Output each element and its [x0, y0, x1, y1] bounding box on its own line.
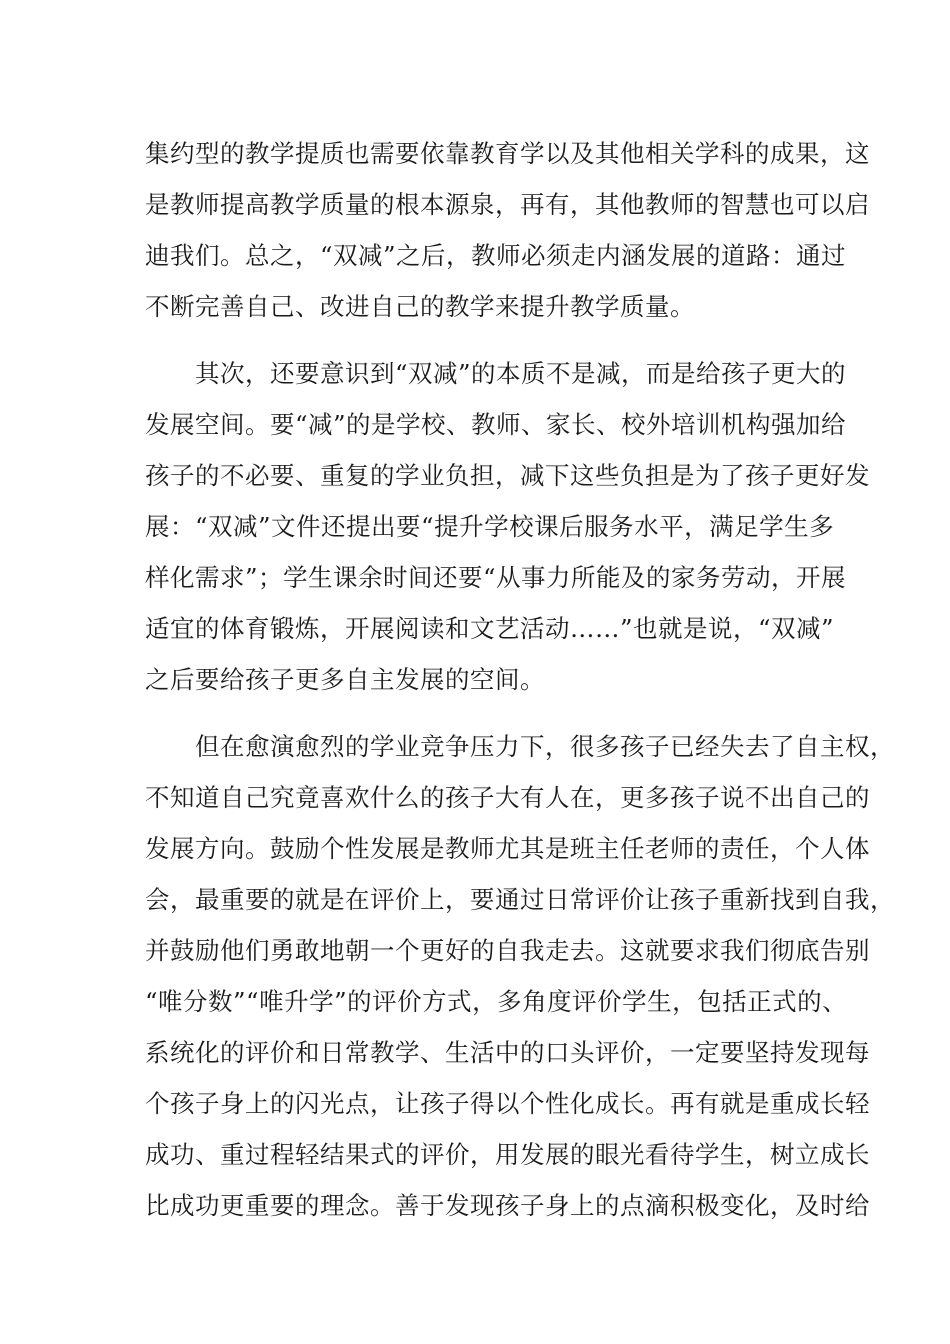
text-line: 之后要给孩子更多自主发展的空间。 — [145, 665, 545, 694]
text-line: 会，最重要的就是在评价上，要通过日常评价让孩子重新找到自我， — [145, 885, 895, 914]
text-line: 系统化的评价和日常教学、生活中的口头评价，一定要坚持发现每 — [145, 1038, 870, 1067]
text-line: 迪我们。总之，“双减”之后，教师必须走内涵发展的道路：通过 — [145, 241, 847, 270]
text-line: 不知道自己究竟喜欢什么的孩子大有人在，更多孩子说不出自己的 — [145, 783, 870, 812]
text-line: 并鼓励他们勇敢地朝一个更好的自我走去。这就要求我们彻底告别 — [145, 936, 870, 965]
text-line: “唯分数”“唯升学”的评价方式，多角度评价学生，包括正式的、 — [145, 987, 848, 1016]
text-line: 孩子的不必要、重复的学业负担，减下这些负担是为了孩子更好发 — [145, 461, 870, 490]
text-line: 集约型的教学提质也需要依靠教育学以及其他相关学科的成果，这 — [145, 139, 870, 168]
text-line: 成功、重过程轻结果式的评价，用发展的眼光看待学生，树立成长 — [145, 1140, 870, 1169]
text-line: 适宜的体育锻炼，开展阅读和文艺活动……”也就是说，“双减” — [145, 614, 835, 643]
paragraph-gap — [145, 332, 805, 348]
paragraph-2 — [145, 348, 870, 705]
text-line: 展：“双减”文件还提出要“提升学校课后服务水平，满足学生多 — [145, 512, 835, 541]
text-line: 样化需求”；学生课余时间还要“从事力所能及的家务劳动，开展 — [145, 563, 847, 592]
body-text — [145, 128, 895, 1231]
text-line: 但在愈演愈烈的学业竞争压力下，很多孩子已经失去了自主权， — [145, 732, 895, 761]
text-line: 不断完善自己、改进自己的教学来提升教学质量。 — [145, 292, 695, 321]
text-line: 比成功更重要的理念。善于发现孩子身上的点滴积极变化，及时给 — [145, 1191, 870, 1220]
text-line: 个孩子身上的闪光点，让孩子得以个性化成长。再有就是重成长轻 — [145, 1089, 870, 1118]
text-line: 是教师提高教学质量的根本源泉，再有，其他教师的智慧也可以启 — [145, 190, 870, 219]
paragraph-1 — [145, 128, 870, 332]
paragraph-3 — [145, 721, 895, 1231]
text-line: 发展空间。要“减”的是学校、教师、家长、校外培训机构强加给 — [145, 410, 847, 439]
text-line: 其次，还要意识到“双减”的本质不是减，而是给孩子更大的 — [145, 359, 847, 388]
text-line: 发展方向。鼓励个性发展是教师尤其是班主任老师的责任，个人体 — [145, 834, 870, 863]
paragraph-gap — [145, 705, 805, 721]
